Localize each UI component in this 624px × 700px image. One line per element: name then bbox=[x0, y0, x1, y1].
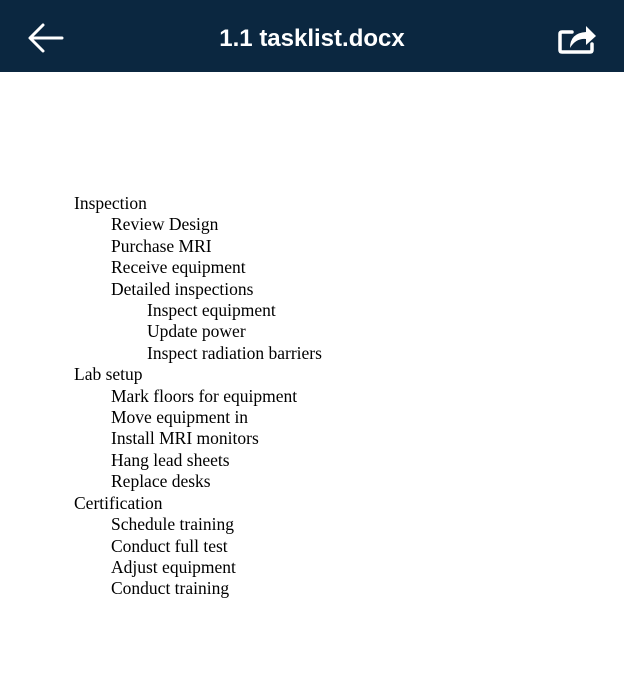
back-button[interactable] bbox=[22, 17, 70, 57]
outline-task: Conduct full test bbox=[111, 535, 228, 556]
outline-task: Move equipment in bbox=[111, 407, 249, 428]
outline-subtask: Update power bbox=[147, 321, 246, 342]
outline-heading: Certification bbox=[74, 492, 163, 513]
top-bar bbox=[0, 0, 624, 72]
outline-task: Hang lead sheets bbox=[111, 449, 230, 470]
arrow-left-icon bbox=[22, 17, 70, 57]
outline-task: Detailed inspections bbox=[111, 278, 254, 299]
outline-heading: Inspection bbox=[74, 193, 147, 213]
outline-task: Adjust equipment bbox=[111, 556, 236, 577]
document-viewer[interactable] bbox=[0, 72, 624, 700]
outline-subtask: Inspect equipment bbox=[147, 300, 276, 321]
outline-task: Install MRI monitors bbox=[111, 428, 259, 449]
outline-task: Mark floors for equipment bbox=[111, 385, 298, 406]
outline-task: Schedule training bbox=[111, 514, 234, 535]
document-title: 1.1 tasklist.docx bbox=[219, 25, 405, 52]
outline-task: Conduct training bbox=[111, 578, 230, 599]
outline-task: Review Design bbox=[111, 214, 219, 235]
outline-heading: Lab setup bbox=[74, 364, 143, 385]
outline-subtask: Inspect radiation barriers bbox=[147, 342, 322, 363]
outline-task: Replace desks bbox=[111, 471, 211, 492]
share-button[interactable] bbox=[552, 18, 600, 58]
task-outline bbox=[74, 193, 322, 600]
outline-task: Purchase MRI bbox=[111, 235, 212, 256]
outline-task: Receive equipment bbox=[111, 257, 246, 278]
share-icon bbox=[552, 18, 600, 58]
